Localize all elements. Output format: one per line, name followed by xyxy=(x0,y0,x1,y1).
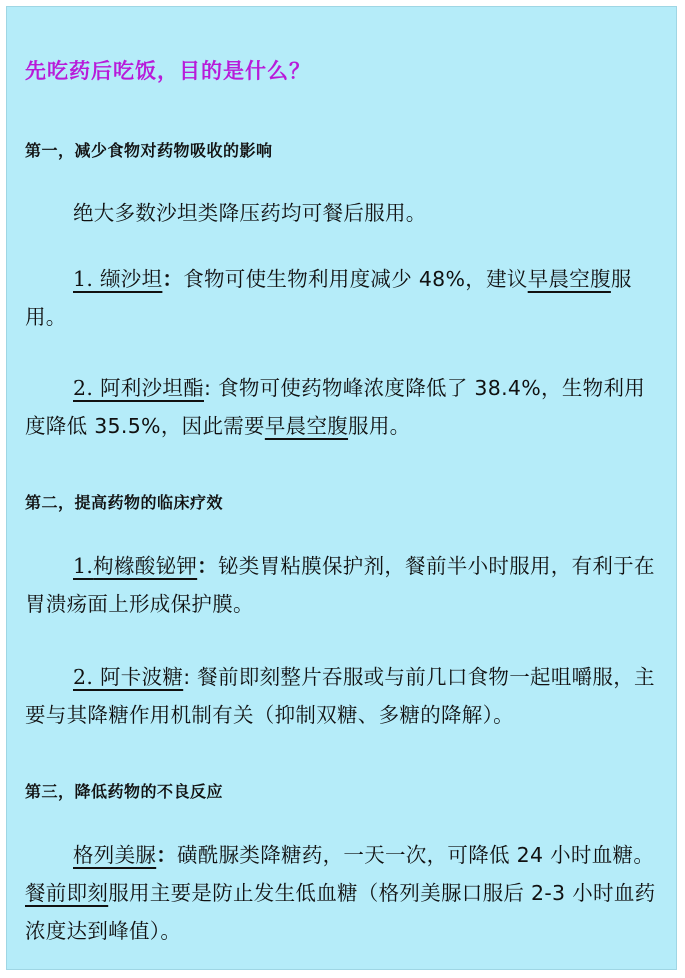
section-heading-2: 第二，提高药物的临床疗效 xyxy=(25,493,224,512)
drug-name-valsartan: 1. 缬沙坦 xyxy=(73,267,163,291)
timing-morning-fasting: 早晨空腹 xyxy=(264,414,349,438)
timing-morning-fasting: 早晨空腹 xyxy=(527,267,611,291)
paragraph-allisartan: 2. 阿利沙坦酯: 食物可使药物峰浓度降低了 38.4%，生物利用度降低 35.5%，因此需要早晨空腹服用。 xyxy=(25,376,646,438)
drug-name-bismuth: 1.枸橼酸铋钾 xyxy=(73,554,198,578)
paragraph-bismuth: 1.枸橼酸铋钾：铋类胃粘膜保护剂，餐前半小时服用，有利于在胃溃疡面上形成保护膜。 xyxy=(25,554,655,616)
paragraph-glimepiride: 格列美脲：磺酰脲类降糖药，一天一次，可降低 24 小时血糖。餐前即刻服用主要是防止发生低血糖（格列美脲口服后 2-3 小时血药浓度达到峰值）。 xyxy=(25,843,656,943)
paragraph-intro: 绝大多数沙坦类降压药均可餐后服用。 xyxy=(73,201,427,225)
drug-name-glimepiride: 格列美脲 xyxy=(73,843,157,867)
paragraph-acarbose: 2. 阿卡波糖: 餐前即刻整片吞服或与前几口食物一起咀嚼服，主要与其降糖作用机制有关（抑制双糖、多糖的降解）。 xyxy=(25,665,655,727)
article-title: 先吃药后吃饭，目的是什么？ xyxy=(25,58,311,83)
section-heading-3: 第三，降低药物的不良反应 xyxy=(25,782,224,801)
timing-before-meal: 餐前即刻 xyxy=(25,881,109,905)
paragraph-valsartan: 1. 缬沙坦：食物可使生物利用度减少 48%，建议早晨空腹服用。 xyxy=(25,267,632,329)
drug-name-allisartan: 2. 阿利沙坦酯 xyxy=(73,376,204,400)
drug-name-acarbose: 2. 阿卡波糖 xyxy=(73,665,184,689)
article-card xyxy=(6,6,677,970)
section-heading-1: 第一，减少食物对药物吸收的影响 xyxy=(25,141,273,160)
